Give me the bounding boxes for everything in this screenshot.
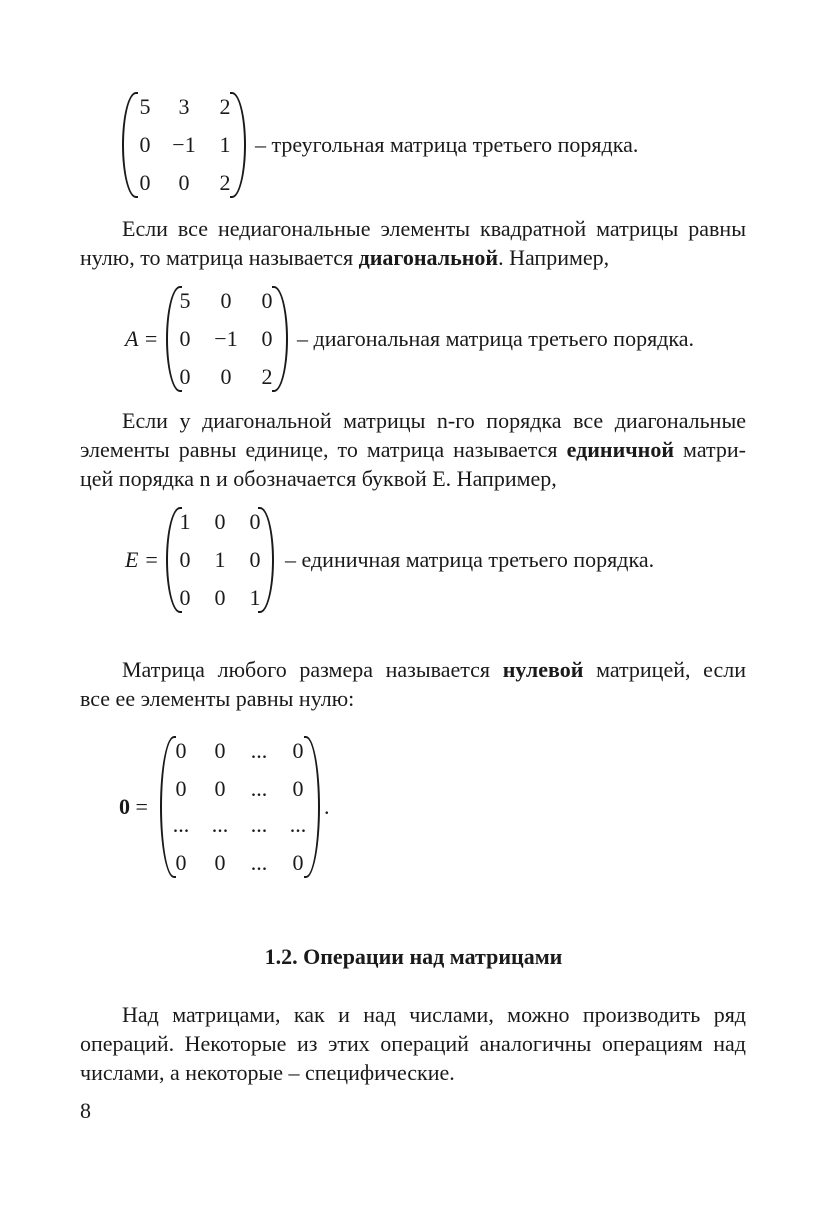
matrix-cell: 0 xyxy=(292,776,304,801)
paragraph xyxy=(80,406,746,493)
matrix-cell: ... xyxy=(250,812,268,837)
text-run: Матрица любого размера называется xyxy=(122,657,503,682)
text-line xyxy=(80,655,746,684)
matrix-cell: 1 xyxy=(179,509,191,534)
matrix-description: – единичная матрица третьего порядка. xyxy=(285,547,655,572)
matrix-cell: 2 xyxy=(219,94,231,119)
matrix-cell: 0 xyxy=(175,776,187,801)
matrix-lhs xyxy=(125,326,158,352)
matrix-cell: 0 xyxy=(292,850,304,875)
matrix-cell: 5 xyxy=(179,288,191,313)
matrix-lhs-label: A = xyxy=(125,326,159,351)
term-bold: единичной xyxy=(566,437,674,462)
matrix-cell: 0 xyxy=(249,547,261,572)
trailing-period: . xyxy=(324,794,330,819)
matrix-cell: 0 xyxy=(214,738,226,763)
matrix-cell: 0 xyxy=(139,170,151,195)
text-run: . Например, xyxy=(498,245,610,270)
text-line: Над матрицами, как и над числами, можно производить ряд xyxy=(122,1002,746,1027)
matrix-cell: 0 xyxy=(261,326,273,351)
text-run: матрицей, если xyxy=(583,657,746,682)
equals-sign: = xyxy=(130,794,148,819)
zero-symbol: 0 xyxy=(119,794,130,819)
matrix-lhs xyxy=(125,547,159,573)
matrix-lhs xyxy=(119,794,148,820)
text-line: все ее элементы равны нулю: xyxy=(80,686,355,711)
text-line: числами, а некоторые – специфические. xyxy=(80,1060,455,1085)
paragraph xyxy=(80,655,746,713)
zero-matrix xyxy=(160,736,320,878)
matrix-cell: 0 xyxy=(179,547,191,572)
matrix-cell: 2 xyxy=(261,364,273,389)
text-line: Если все недиагональные элементы квадратной матрицы равны xyxy=(122,216,746,241)
matrix-cell: 0 xyxy=(220,288,232,313)
text-line: Если у диагональной матрицы n-го порядка все диагональные xyxy=(122,408,746,433)
matrix-cell: 0 xyxy=(214,585,226,610)
matrix-cell: 0 xyxy=(179,364,191,389)
text-run: матри- xyxy=(674,437,747,462)
term-bold: диагональной xyxy=(358,245,499,270)
matrix-cell: −1 xyxy=(214,326,238,351)
matrix-cell: 0 xyxy=(175,850,187,875)
text-line: операций. Некоторые из этих операций аналогичны операциям над xyxy=(80,1031,746,1056)
matrix-lhs-label: E = xyxy=(125,547,159,572)
matrix-cell: 0 xyxy=(139,132,151,157)
matrix-cell: 0 xyxy=(179,326,191,351)
section-heading: 1.2. Операции над матрицами xyxy=(264,944,563,969)
matrix-cell: 0 xyxy=(178,170,190,195)
matrix-cell: 0 xyxy=(220,364,232,389)
paragraph xyxy=(80,214,746,272)
matrix-cell: 1 xyxy=(219,132,231,157)
matrix-description: – диагональная матрица третьего порядка. xyxy=(297,326,695,351)
matrix-cell: ... xyxy=(250,776,268,801)
matrix-cell: 0 xyxy=(249,509,261,534)
paragraph xyxy=(80,1000,746,1087)
triangular-matrix xyxy=(122,92,246,198)
matrix-cell: −1 xyxy=(172,132,196,157)
text-line xyxy=(80,435,746,464)
identity-matrix xyxy=(166,507,274,613)
matrix-cell: ... xyxy=(211,812,229,837)
matrix-cell: ... xyxy=(289,812,307,837)
matrix-cell: 3 xyxy=(178,94,190,119)
matrix-cell: 0 xyxy=(214,776,226,801)
matrix-description: – треугольная матрица третьего порядка. xyxy=(255,132,639,157)
text-line: цей порядка n и обозначается буквой Е. Например, xyxy=(80,466,557,491)
matrix-cell: 0 xyxy=(175,738,187,763)
diagonal-matrix xyxy=(166,286,288,392)
matrix-cell: 0 xyxy=(214,509,226,534)
matrix-cell: 0 xyxy=(214,850,226,875)
matrix-cell: 0 xyxy=(179,585,191,610)
page-number: 8 xyxy=(80,1098,91,1123)
matrix-cell: 2 xyxy=(219,170,231,195)
matrix-cell: 5 xyxy=(139,94,151,119)
matrix-cell: ... xyxy=(172,812,190,837)
text-run: элементы равны единице, то матрица называется xyxy=(80,437,567,462)
term-bold: нулевой xyxy=(502,657,584,682)
matrix-cell: ... xyxy=(250,738,268,763)
matrix-cell: ... xyxy=(250,850,268,875)
matrix-cell: 0 xyxy=(261,288,273,313)
matrix-cell: 1 xyxy=(249,585,261,610)
matrix-cell: 1 xyxy=(214,547,226,572)
matrix-cell: 0 xyxy=(292,738,304,763)
text-run: нулю, то матрица называется xyxy=(80,245,359,270)
text-line xyxy=(80,243,746,272)
